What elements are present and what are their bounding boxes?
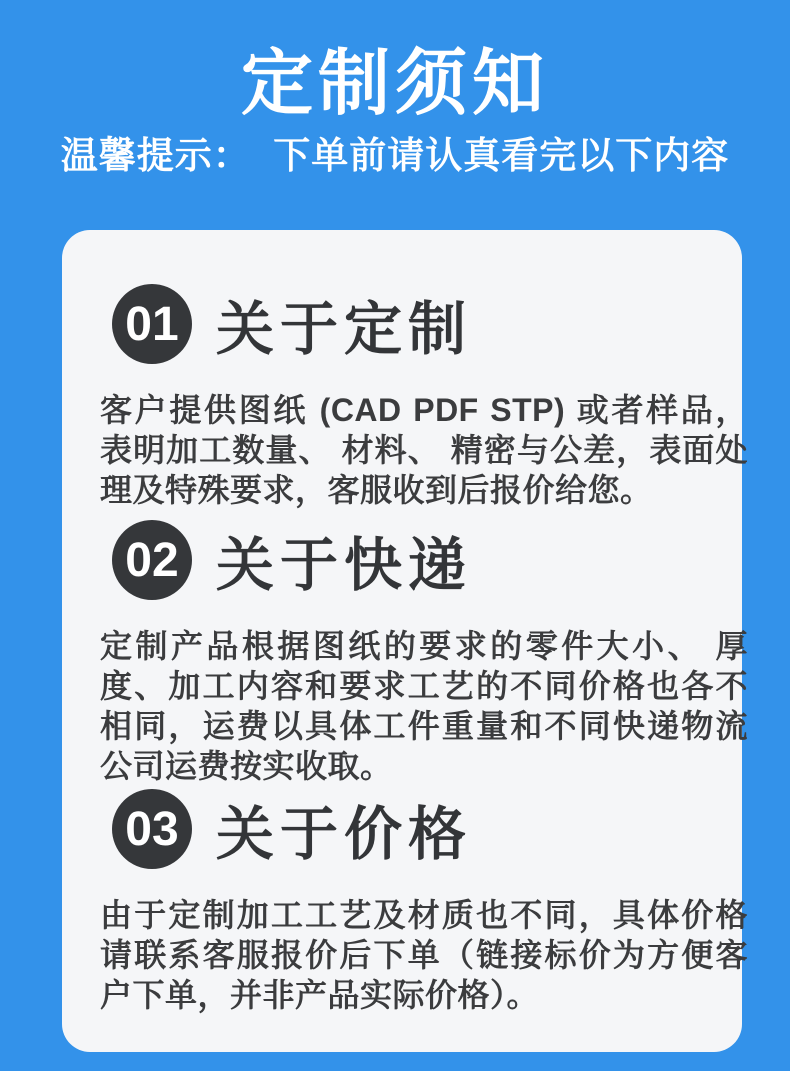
section-about-customization	[62, 284, 748, 510]
section-heading: 关于价格	[216, 802, 473, 867]
hero-header	[0, 0, 790, 178]
section-header	[62, 789, 742, 869]
notice-card	[62, 230, 748, 1052]
section-number-badge: 03	[112, 789, 192, 869]
page-title: 定制须知	[240, 44, 549, 124]
section-header	[62, 520, 742, 600]
section-body-text: 客户提供图纸 (CAD PDF STP) 或者样品，表明加工数量、 材料、 精密与公差，表面处理及特殊要求，客服收到后报价给您。	[100, 392, 748, 508]
section-about-shipping	[62, 520, 748, 786]
section-body-text: 定制产品根据图纸的要求的零件大小、 厚度、加工内容和要求工艺的不同价格也各不相同，运费以具体工件重量和不同快递物流公司运费按实收取。	[100, 628, 748, 784]
section-number-badge: 01	[112, 284, 192, 364]
section-number-badge: 02	[112, 520, 192, 600]
page-subtitle: 温馨提示： 下单前请认真看完以下内容	[60, 135, 730, 176]
section-heading: 关于快递	[216, 533, 473, 598]
section-body-text: 由于定制加工工艺及材质也不同，具体价格请联系客服报价后下单（链接标价为方便客户下单，并非产品实际价格）。	[100, 897, 748, 1013]
section-about-price	[62, 789, 748, 1015]
section-header	[62, 284, 742, 364]
section-heading: 关于定制	[216, 297, 473, 362]
